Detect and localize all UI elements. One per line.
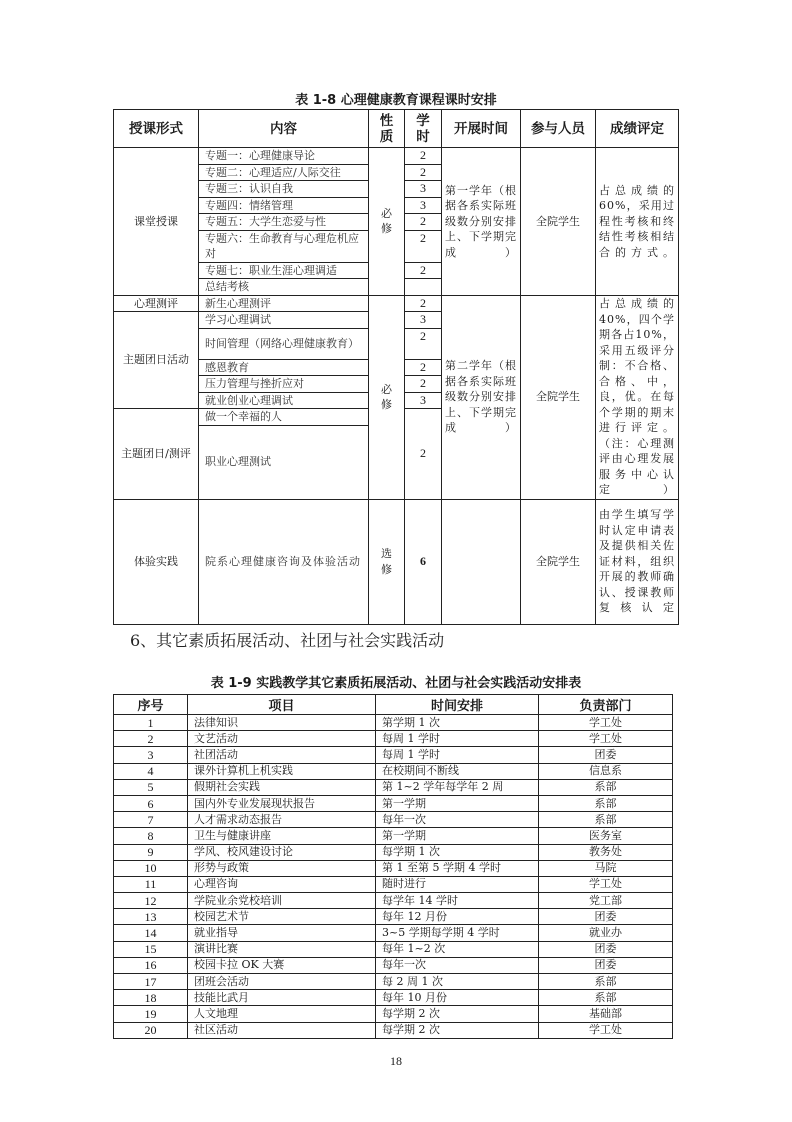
header-dept: 负责部门 bbox=[539, 695, 673, 715]
content-cell: 专题六：生命教育与心理危机应对 bbox=[199, 230, 369, 262]
dept-cell: 系部 bbox=[539, 990, 673, 1006]
form-cell: 体验实践 bbox=[114, 499, 199, 624]
item-cell: 卫生与健康讲座 bbox=[188, 828, 376, 844]
schedule-cell: 第 1 至第 5 学期 4 学时 bbox=[376, 860, 539, 876]
schedule-cell: 每学年 14 学时 bbox=[376, 893, 539, 909]
content-cell: 时间管理（网络心理健康教育） bbox=[199, 328, 369, 359]
table-row bbox=[114, 893, 673, 909]
content-cell: 新生心理测评 bbox=[199, 295, 369, 312]
row-number: 6 bbox=[114, 795, 188, 811]
table-row bbox=[114, 844, 673, 860]
hours-cell: 3 bbox=[405, 181, 442, 198]
row-number: 7 bbox=[114, 812, 188, 828]
table-row bbox=[114, 974, 673, 990]
schedule-cell: 每学期 2 次 bbox=[376, 1006, 539, 1022]
header-time: 开展时间 bbox=[442, 110, 521, 148]
table-row bbox=[114, 499, 679, 624]
table-row bbox=[114, 876, 673, 892]
content-cell: 专题五：大学生恋爱与性 bbox=[199, 214, 369, 231]
item-cell: 校园卡拉 OK 大赛 bbox=[188, 957, 376, 973]
table-header-row bbox=[114, 695, 673, 715]
item-cell: 人文地理 bbox=[188, 1006, 376, 1022]
hours-cell: 3 bbox=[405, 197, 442, 214]
header-participants: 参与人员 bbox=[521, 110, 596, 148]
row-number: 5 bbox=[114, 779, 188, 795]
form-cell: 主题团日活动 bbox=[114, 312, 199, 409]
dept-cell: 系部 bbox=[539, 974, 673, 990]
hours-cell bbox=[405, 279, 442, 296]
table2-caption: 表 1-9 实践教学其它素质拓展活动、社团与社会实践活动安排表 bbox=[210, 676, 582, 691]
table-row bbox=[114, 925, 673, 941]
dept-cell: 就业办 bbox=[539, 925, 673, 941]
row-number: 14 bbox=[114, 925, 188, 941]
row-number: 20 bbox=[114, 1022, 188, 1038]
hours-cell: 2 bbox=[405, 164, 442, 181]
content-cell: 专题一：心理健康导论 bbox=[199, 148, 369, 165]
header-schedule: 时间安排 bbox=[376, 695, 539, 715]
row-number: 3 bbox=[114, 747, 188, 763]
dept-cell: 基础部 bbox=[539, 1006, 673, 1022]
hours-cell: 2 bbox=[405, 148, 442, 165]
row-number: 1 bbox=[114, 715, 188, 731]
dept-cell: 团委 bbox=[539, 941, 673, 957]
item-cell: 课外计算机上机实践 bbox=[188, 763, 376, 779]
content-cell: 感恩教育 bbox=[199, 359, 369, 376]
schedule-cell: 每 2 周 1 次 bbox=[376, 974, 539, 990]
row-number: 8 bbox=[114, 828, 188, 844]
table1-caption: 表 1-8 心理健康教育课程课时安排 bbox=[295, 93, 497, 108]
dept-cell: 团委 bbox=[539, 747, 673, 763]
row-number: 17 bbox=[114, 974, 188, 990]
hours-cell: 2 bbox=[405, 328, 442, 359]
row-number: 12 bbox=[114, 893, 188, 909]
table-row bbox=[114, 828, 673, 844]
table-row bbox=[114, 1022, 673, 1038]
row-number: 19 bbox=[114, 1006, 188, 1022]
table-row bbox=[114, 779, 673, 795]
hours-cell: 2 bbox=[405, 376, 442, 393]
item-cell: 法律知识 bbox=[188, 715, 376, 731]
table-header-row bbox=[114, 110, 679, 148]
grading-cell: 占总成绩的40%，四个学期各占10%，采用五级评分制：不合格、合格、中，良，优。在每个学期的期末进行评定。（注：心理测评由心理发展服务中心认定） bbox=[596, 295, 679, 499]
schedule-cell: 每年一次 bbox=[376, 812, 539, 828]
header-no: 序号 bbox=[114, 695, 188, 715]
schedule-cell: 每年一次 bbox=[376, 957, 539, 973]
item-cell: 形势与政策 bbox=[188, 860, 376, 876]
row-number: 9 bbox=[114, 844, 188, 860]
table-row bbox=[114, 295, 679, 312]
schedule-cell: 第 1~2 学年每学年 2 周 bbox=[376, 779, 539, 795]
dept-cell: 系部 bbox=[539, 779, 673, 795]
header-form: 授课形式 bbox=[114, 110, 199, 148]
participants-cell: 全院学生 bbox=[521, 148, 596, 296]
item-cell: 学院业余党校培训 bbox=[188, 893, 376, 909]
table-row bbox=[114, 909, 673, 925]
content-cell: 总结考核 bbox=[199, 279, 369, 296]
schedule-cell: 每学期 1 次 bbox=[376, 844, 539, 860]
item-cell: 社团活动 bbox=[188, 747, 376, 763]
hours-cell: 2 bbox=[405, 295, 442, 312]
item-cell: 假期社会实践 bbox=[188, 779, 376, 795]
form-cell: 主题团日/测评 bbox=[114, 409, 199, 500]
table-row bbox=[114, 747, 673, 763]
dept-cell: 团委 bbox=[539, 909, 673, 925]
row-number: 18 bbox=[114, 990, 188, 1006]
row-number: 15 bbox=[114, 941, 188, 957]
schedule-cell: 每年 12 月份 bbox=[376, 909, 539, 925]
time-cell: 第一学年（根据各系实际班级数分别安排上、下学期完成） bbox=[442, 148, 521, 296]
row-number: 11 bbox=[114, 876, 188, 892]
item-cell: 人才需求动态报告 bbox=[188, 812, 376, 828]
dept-cell: 马院 bbox=[539, 860, 673, 876]
schedule-cell: 每学期 2 次 bbox=[376, 1022, 539, 1038]
activity-schedule-table bbox=[113, 694, 673, 1039]
section-heading: 6、其它素质拓展活动、社团与社会实践活动 bbox=[130, 631, 445, 650]
participants-cell: 全院学生 bbox=[521, 295, 596, 499]
row-number: 4 bbox=[114, 763, 188, 779]
hours-cell: 2 bbox=[405, 230, 442, 262]
dept-cell: 系部 bbox=[539, 795, 673, 811]
hours-cell: 3 bbox=[405, 312, 442, 329]
schedule-cell: 每周 1 学时 bbox=[376, 747, 539, 763]
schedule-cell: 随时进行 bbox=[376, 876, 539, 892]
dept-cell: 团委 bbox=[539, 957, 673, 973]
nature-cell: 必 修 bbox=[369, 295, 405, 499]
header-content: 内容 bbox=[199, 110, 369, 148]
dept-cell: 信息系 bbox=[539, 763, 673, 779]
schedule-cell: 每年 10 月份 bbox=[376, 990, 539, 1006]
dept-cell: 学工处 bbox=[539, 731, 673, 747]
table-row bbox=[114, 941, 673, 957]
content-cell: 做一个幸福的人 bbox=[199, 409, 369, 426]
content-cell: 就业创业心理调试 bbox=[199, 392, 369, 409]
item-cell: 校园艺术节 bbox=[188, 909, 376, 925]
schedule-cell: 第学期 1 次 bbox=[376, 715, 539, 731]
content-cell: 专题四：情绪管理 bbox=[199, 197, 369, 214]
content-cell: 压力管理与挫折应对 bbox=[199, 376, 369, 393]
header-hours: 学 时 bbox=[405, 110, 442, 148]
dept-cell: 学工处 bbox=[539, 715, 673, 731]
item-cell: 文艺活动 bbox=[188, 731, 376, 747]
header-item: 项目 bbox=[188, 695, 376, 715]
table-row bbox=[114, 148, 679, 165]
form-cell: 心理测评 bbox=[114, 295, 199, 312]
dept-cell: 教务处 bbox=[539, 844, 673, 860]
table-row bbox=[114, 957, 673, 973]
table-row bbox=[114, 731, 673, 747]
item-cell: 演讲比赛 bbox=[188, 941, 376, 957]
course-schedule-table bbox=[113, 109, 679, 625]
header-grading: 成绩评定 bbox=[596, 110, 679, 148]
item-cell: 国内外专业发展现状报告 bbox=[188, 795, 376, 811]
table-row bbox=[114, 795, 673, 811]
participants-cell: 全院学生 bbox=[521, 499, 596, 624]
content-cell: 专题七：职业生涯心理调适 bbox=[199, 262, 369, 279]
dept-cell: 医务室 bbox=[539, 828, 673, 844]
row-number: 13 bbox=[114, 909, 188, 925]
hours-cell: 2 bbox=[405, 214, 442, 231]
item-cell: 团班会活动 bbox=[188, 974, 376, 990]
item-cell: 社区活动 bbox=[188, 1022, 376, 1038]
grading-cell: 占总成绩的60%，采用过程性考核和终结性考核相结合的方式。 bbox=[596, 148, 679, 296]
nature-cell: 必 修 bbox=[369, 148, 405, 296]
content-cell: 学习心理调试 bbox=[199, 312, 369, 329]
time-cell: 第二学年（根据各系实际班级数分别安排上、下学期完成） bbox=[442, 295, 521, 499]
time-cell bbox=[442, 499, 521, 624]
dept-cell: 学工处 bbox=[539, 1022, 673, 1038]
row-number: 10 bbox=[114, 860, 188, 876]
schedule-cell: 每年 1~2 次 bbox=[376, 941, 539, 957]
item-cell: 就业指导 bbox=[188, 925, 376, 941]
table-row bbox=[114, 812, 673, 828]
row-number: 16 bbox=[114, 957, 188, 973]
row-number: 2 bbox=[114, 731, 188, 747]
hours-cell: 2 bbox=[405, 359, 442, 376]
grading-cell: 由学生填写学时认定申请表及提供相关佐证材料，组织开展的教师确认、授课教师复核认定 bbox=[596, 499, 679, 624]
content-cell: 专题二：心理适应/人际交往 bbox=[199, 164, 369, 181]
nature-cell: 选 修 bbox=[369, 499, 405, 624]
table-row bbox=[114, 715, 673, 731]
table-row bbox=[114, 860, 673, 876]
schedule-cell: 每周 1 学时 bbox=[376, 731, 539, 747]
form-cell: 课堂授课 bbox=[114, 148, 199, 296]
hours-cell: 2 bbox=[405, 262, 442, 279]
dept-cell: 党工部 bbox=[539, 893, 673, 909]
schedule-cell: 在校期间不断线 bbox=[376, 763, 539, 779]
schedule-cell: 3~5 学期每学期 4 学时 bbox=[376, 925, 539, 941]
table-row bbox=[114, 1006, 673, 1022]
item-cell: 心理咨询 bbox=[188, 876, 376, 892]
hours-cell: 6 bbox=[405, 499, 442, 624]
dept-cell: 系部 bbox=[539, 812, 673, 828]
schedule-cell: 第一学期 bbox=[376, 795, 539, 811]
hours-cell: 3 bbox=[405, 392, 442, 409]
hours-cell: 2 bbox=[405, 409, 442, 500]
content-cell: 院系心理健康咨询及体验活动 bbox=[199, 499, 369, 624]
item-cell: 学风、校风建设讨论 bbox=[188, 844, 376, 860]
content-cell: 职业心理测试 bbox=[199, 425, 369, 499]
table-row bbox=[114, 763, 673, 779]
schedule-cell: 第一学期 bbox=[376, 828, 539, 844]
header-nature: 性 质 bbox=[369, 110, 405, 148]
table-row bbox=[114, 990, 673, 1006]
page-number: 18 bbox=[390, 1054, 402, 1068]
dept-cell: 学工处 bbox=[539, 876, 673, 892]
item-cell: 技能比武月 bbox=[188, 990, 376, 1006]
content-cell: 专题三：认识自我 bbox=[199, 181, 369, 198]
